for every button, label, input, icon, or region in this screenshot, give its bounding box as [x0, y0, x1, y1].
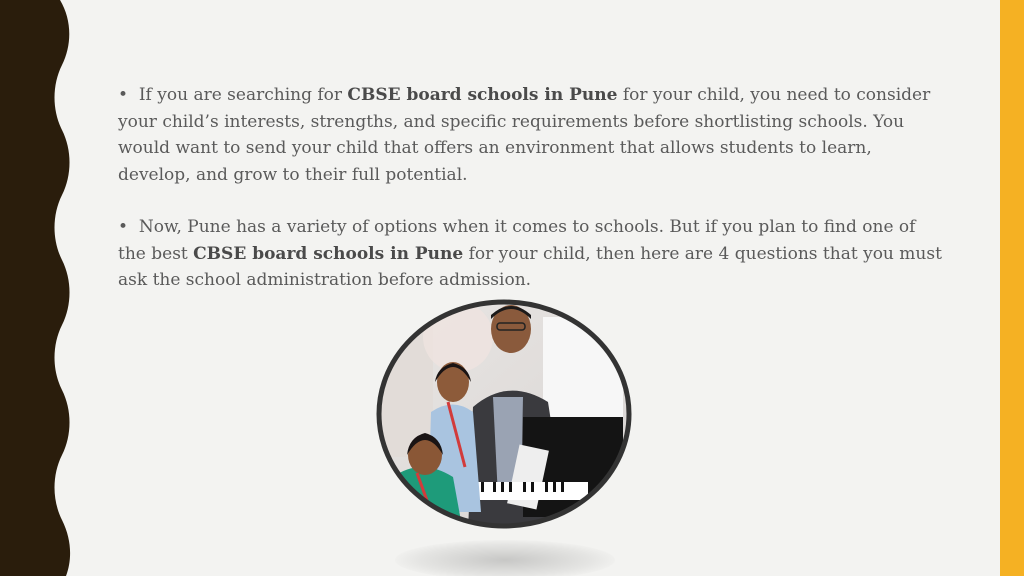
body-text — [118, 82, 948, 320]
keyword-highlight: CBSE board schools in Pune — [193, 243, 464, 264]
paragraph-text: Now, Pune has a variety of options when it comes to schools. But if you plan to find one of the best — [118, 217, 916, 264]
bullet-marker: • — [118, 85, 129, 105]
bullet-paragraph-1 — [118, 82, 948, 188]
left-wave-border — [0, 0, 90, 576]
bullet-paragraph-2 — [118, 214, 948, 294]
paragraph-text: If you are searching for — [138, 85, 348, 105]
paragraph-text: for your child, then here are 4 questions that you must ask the school administration before admission. — [118, 243, 942, 290]
paragraph-text: for your child, you need to consider your child’s interests, strengths, and specific requirements before shortlisting schools. You would want to send your child that offers an environment that allows students to learn, develop, and grow to their full potential. — [118, 85, 931, 185]
right-accent-bar — [1000, 0, 1024, 576]
teacher-students-piano-photo — [373, 297, 635, 532]
photo-shadow — [395, 540, 615, 576]
bullet-marker: • — [118, 217, 129, 237]
keyword-highlight: CBSE board schools in Pune — [347, 85, 618, 105]
